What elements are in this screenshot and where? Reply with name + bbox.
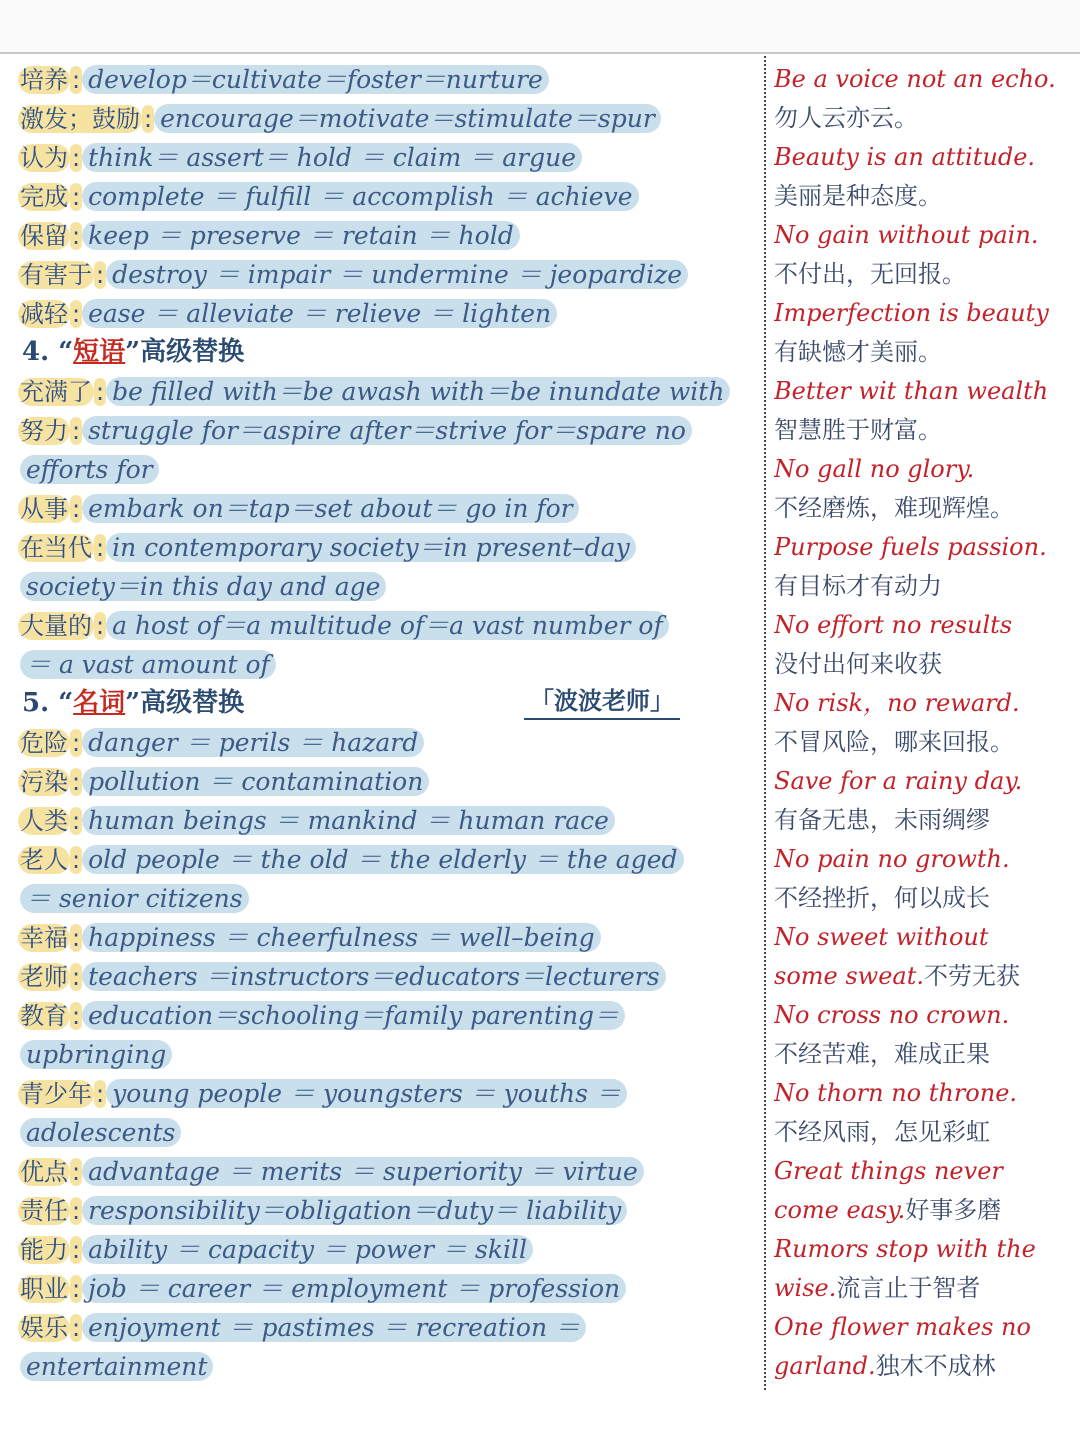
colon-separator: : bbox=[72, 144, 81, 172]
quote-mixed: wise.流言止于智者 bbox=[774, 1274, 981, 1302]
section-vocab-words bbox=[18, 60, 760, 333]
quote-chinese-inline: 独木不成林 bbox=[875, 1352, 996, 1380]
chinese-term: 责任 bbox=[20, 1197, 68, 1225]
vocab-line bbox=[18, 1308, 760, 1347]
column-divider bbox=[764, 56, 766, 1390]
vocab-line bbox=[18, 762, 760, 801]
colon-separator: : bbox=[96, 612, 105, 640]
quote-chinese-inline: 好事多磨 bbox=[905, 1196, 1002, 1224]
colon-separator: : bbox=[96, 1080, 105, 1108]
colon-separator: : bbox=[72, 495, 81, 523]
vocab-line bbox=[18, 1269, 760, 1308]
quote-chinese: 有备无患，未雨绸缪 bbox=[774, 806, 990, 834]
english-synonyms: old people ＝ the old ＝ the elderly ＝ the aged bbox=[82, 845, 683, 874]
vocab-line bbox=[18, 177, 760, 216]
colon-separator: : bbox=[72, 183, 81, 211]
english-synonyms: happiness ＝ cheerfulness ＝ well–being bbox=[82, 923, 600, 952]
vocab-line bbox=[18, 606, 760, 645]
synonyms-continued: ＝ a vast amount of bbox=[20, 650, 276, 679]
english-synonyms: job ＝ career ＝ employment ＝ profession bbox=[82, 1274, 626, 1303]
heading-nouns bbox=[18, 684, 760, 723]
english-synonyms: a host of＝a multitude of＝a vast number of bbox=[106, 611, 669, 640]
vocab-line bbox=[18, 879, 760, 918]
quote-chinese: 不经挫折，何以成长 bbox=[774, 884, 990, 912]
quote-chinese: 有目标才有动力 bbox=[774, 572, 942, 600]
colon-separator: : bbox=[72, 222, 81, 250]
chinese-term: 减轻 bbox=[20, 300, 68, 328]
vocab-line bbox=[18, 996, 760, 1035]
colon-separator: : bbox=[72, 924, 81, 952]
english-synonyms: human beings ＝ mankind ＝ human race bbox=[82, 806, 615, 835]
vocab-line bbox=[18, 255, 760, 294]
quote-english: No sweet without bbox=[774, 923, 989, 951]
quote-english: No effort no results bbox=[774, 611, 1013, 639]
chinese-term: 污染 bbox=[20, 768, 68, 796]
quote-chinese: 不经风雨，怎见彩虹 bbox=[774, 1118, 990, 1146]
chinese-term: 危险 bbox=[20, 729, 68, 757]
synonyms-continued: upbringing bbox=[20, 1040, 172, 1069]
synonyms-continued: ＝ senior citizens bbox=[20, 884, 249, 913]
english-synonyms: teachers ＝instructors＝educators＝lecturers bbox=[82, 962, 665, 991]
colon-separator: : bbox=[72, 1314, 81, 1342]
chinese-term: 优点 bbox=[20, 1158, 68, 1186]
colon-separator: : bbox=[72, 66, 81, 94]
colon-separator: : bbox=[72, 963, 81, 991]
quote-english: No cross no crown. bbox=[774, 1001, 1010, 1029]
colon-separator: : bbox=[96, 261, 105, 289]
heading-number: 4. “ bbox=[22, 337, 74, 367]
quote-english: Beauty is an attitude. bbox=[774, 143, 1036, 171]
vocab-line bbox=[18, 489, 760, 528]
colon-separator: : bbox=[72, 807, 81, 835]
chinese-term: 大量的 bbox=[20, 612, 92, 640]
english-synonyms: keep ＝ preserve ＝ retain ＝ hold bbox=[82, 221, 520, 250]
chinese-term: 激发；鼓励 bbox=[20, 105, 140, 133]
chinese-term: 职业 bbox=[20, 1275, 68, 1303]
quote-chinese: 不付出，无回报。 bbox=[774, 260, 966, 288]
author-stamp: 「波波老师」 bbox=[524, 684, 680, 720]
english-synonyms: advantage ＝ merits ＝ superiority ＝ virtue bbox=[82, 1157, 644, 1186]
colon-separator: : bbox=[72, 1197, 81, 1225]
chinese-term: 保留 bbox=[20, 222, 68, 250]
vocab-line bbox=[18, 372, 760, 411]
section-nouns bbox=[18, 723, 760, 1386]
vocab-line bbox=[18, 723, 760, 762]
chinese-term: 完成 bbox=[20, 183, 68, 211]
synonyms-continued: adolescents bbox=[20, 1118, 181, 1147]
chinese-term: 从事 bbox=[20, 495, 68, 523]
quote-english: Rumors stop with the bbox=[774, 1235, 1036, 1263]
colon-separator: : bbox=[144, 105, 153, 133]
quote-english: Better wit than wealth bbox=[774, 377, 1049, 405]
vocab-line bbox=[18, 1230, 760, 1269]
quote-chinese: 不冒风险，哪来回报。 bbox=[774, 728, 1014, 756]
quote-mixed: garland.独木不成林 bbox=[774, 1352, 996, 1380]
quote-chinese: 没付出何来收获 bbox=[774, 650, 942, 678]
chinese-term: 人类 bbox=[20, 807, 68, 835]
english-synonyms: education＝schooling＝family parenting＝ bbox=[82, 1001, 625, 1030]
quote-english: Great things never bbox=[774, 1157, 1003, 1185]
vocab-line bbox=[18, 294, 760, 333]
english-synonyms: develop＝cultivate＝foster＝nurture bbox=[82, 65, 549, 94]
vocab-line bbox=[18, 801, 760, 840]
synonyms-continued: entertainment bbox=[20, 1352, 213, 1381]
vocab-line bbox=[18, 216, 760, 255]
chinese-term: 娱乐 bbox=[20, 1314, 68, 1342]
quote-english: One flower makes no bbox=[774, 1313, 1031, 1341]
quote-english: Purpose fuels passion. bbox=[774, 533, 1047, 561]
quote-mixed: some sweat.不劳无获 bbox=[774, 962, 1020, 990]
quote-chinese: 勿人云亦云。 bbox=[774, 104, 918, 132]
colon-separator: : bbox=[72, 846, 81, 874]
quote-chinese: 智慧胜于财富。 bbox=[774, 416, 942, 444]
chinese-term: 老师 bbox=[20, 963, 68, 991]
vocab-line bbox=[18, 645, 760, 684]
chinese-term: 培养 bbox=[20, 66, 68, 94]
vocab-line bbox=[18, 918, 760, 957]
chinese-term: 能力 bbox=[20, 1236, 68, 1264]
synonyms-continued: efforts for bbox=[20, 455, 159, 484]
colon-separator: : bbox=[96, 378, 105, 406]
english-synonyms: in contemporary society＝in present–day bbox=[106, 533, 636, 562]
vocab-line bbox=[18, 528, 760, 567]
english-synonyms: think＝ assert＝ hold ＝ claim ＝ argue bbox=[82, 143, 582, 172]
english-synonyms: ease ＝ alleviate ＝ relieve ＝ lighten bbox=[82, 299, 557, 328]
vocab-line bbox=[18, 840, 760, 879]
english-synonyms: encourage＝motivate＝stimulate＝spur bbox=[154, 104, 661, 133]
vocab-line bbox=[18, 138, 760, 177]
quote-chinese-inline: 流言止于智者 bbox=[836, 1274, 981, 1302]
top-bar bbox=[0, 0, 1080, 54]
heading-emphasis: 名词 bbox=[73, 688, 126, 718]
colon-separator: : bbox=[72, 1236, 81, 1264]
quote-chinese: 有缺憾才美丽。 bbox=[774, 338, 942, 366]
chinese-term: 青少年 bbox=[20, 1080, 92, 1108]
quote-english: Imperfection is beauty bbox=[774, 299, 1049, 327]
chinese-term: 教育 bbox=[20, 1002, 68, 1030]
quote-english: No pain no growth. bbox=[774, 845, 1010, 873]
vocab-line bbox=[18, 957, 760, 996]
vocab-column bbox=[18, 60, 760, 1386]
quotes-column bbox=[774, 60, 1080, 1386]
english-synonyms: struggle for＝aspire after＝strive for＝spare no bbox=[82, 416, 692, 445]
vocab-line bbox=[18, 1035, 760, 1074]
synonyms-continued: society＝in this day and age bbox=[20, 572, 386, 601]
vocab-line bbox=[18, 99, 760, 138]
heading-tail: ”高级替换 bbox=[125, 337, 245, 367]
chinese-term: 认为 bbox=[20, 144, 68, 172]
quote-english: Be a voice not an echo. bbox=[774, 65, 1056, 93]
english-synonyms: complete ＝ fulfill ＝ accomplish ＝ achieve bbox=[82, 182, 638, 211]
english-synonyms: enjoyment ＝ pastimes ＝ recreation ＝ bbox=[82, 1313, 586, 1342]
quote-chinese: 不经磨炼，难现辉煌。 bbox=[774, 494, 1014, 522]
colon-separator: : bbox=[72, 1275, 81, 1303]
heading-number: 5. “ bbox=[22, 688, 74, 718]
english-synonyms: embark on＝tap＝set about＝ go in for bbox=[82, 494, 579, 523]
chinese-term: 充满了 bbox=[20, 378, 92, 406]
vocab-line bbox=[18, 1152, 760, 1191]
quote-english: No thorn no throne. bbox=[774, 1079, 1018, 1107]
vocab-line bbox=[18, 1347, 760, 1386]
colon-separator: : bbox=[72, 729, 81, 757]
quote-english: Save for a rainy day. bbox=[774, 767, 1023, 795]
english-synonyms: destroy ＝ impair ＝ undermine ＝ jeopardize bbox=[106, 260, 688, 289]
vocab-line bbox=[18, 450, 760, 489]
chinese-term: 有害于 bbox=[20, 261, 92, 289]
english-synonyms: responsibility＝obligation＝duty＝ liability bbox=[82, 1196, 627, 1225]
quote-english: No gain without pain. bbox=[774, 221, 1039, 249]
vocab-line bbox=[18, 411, 760, 450]
colon-separator: : bbox=[72, 768, 81, 796]
colon-separator: : bbox=[72, 300, 81, 328]
english-synonyms: be filled with＝be awash with＝be inundate with bbox=[106, 377, 730, 406]
chinese-term: 在当代 bbox=[20, 534, 92, 562]
vocab-line bbox=[18, 1074, 760, 1113]
english-synonyms: pollution ＝ contamination bbox=[82, 767, 429, 796]
vocab-line bbox=[18, 1113, 760, 1152]
chinese-term: 努力 bbox=[20, 417, 68, 445]
english-synonyms: young people ＝ youngsters ＝ youths ＝ bbox=[106, 1079, 627, 1108]
english-synonyms: danger ＝ perils ＝ hazard bbox=[82, 728, 424, 757]
vocab-line bbox=[18, 567, 760, 606]
quote-mixed: come easy.好事多磨 bbox=[774, 1196, 1002, 1224]
quote-chinese: 美丽是种态度。 bbox=[774, 182, 942, 210]
colon-separator: : bbox=[72, 417, 81, 445]
chinese-term: 老人 bbox=[20, 846, 68, 874]
quote-english: No risk，no reward. bbox=[774, 689, 1020, 717]
vocab-line bbox=[18, 60, 760, 99]
quote-chinese: 不经苦难，难成正果 bbox=[774, 1040, 990, 1068]
heading-phrases bbox=[18, 333, 760, 372]
colon-separator: : bbox=[96, 534, 105, 562]
chinese-term: 幸福 bbox=[20, 924, 68, 952]
colon-separator: : bbox=[72, 1002, 81, 1030]
quote-english: No gall no glory. bbox=[774, 455, 975, 483]
vocab-line bbox=[18, 1191, 760, 1230]
section-phrases bbox=[18, 372, 760, 684]
colon-separator: : bbox=[72, 1158, 81, 1186]
quote-chinese-inline: 不劳无获 bbox=[924, 962, 1020, 990]
heading-emphasis: 短语 bbox=[73, 337, 126, 367]
english-synonyms: ability ＝ capacity ＝ power ＝ skill bbox=[82, 1235, 533, 1264]
heading-tail: ”高级替换 bbox=[125, 688, 245, 718]
